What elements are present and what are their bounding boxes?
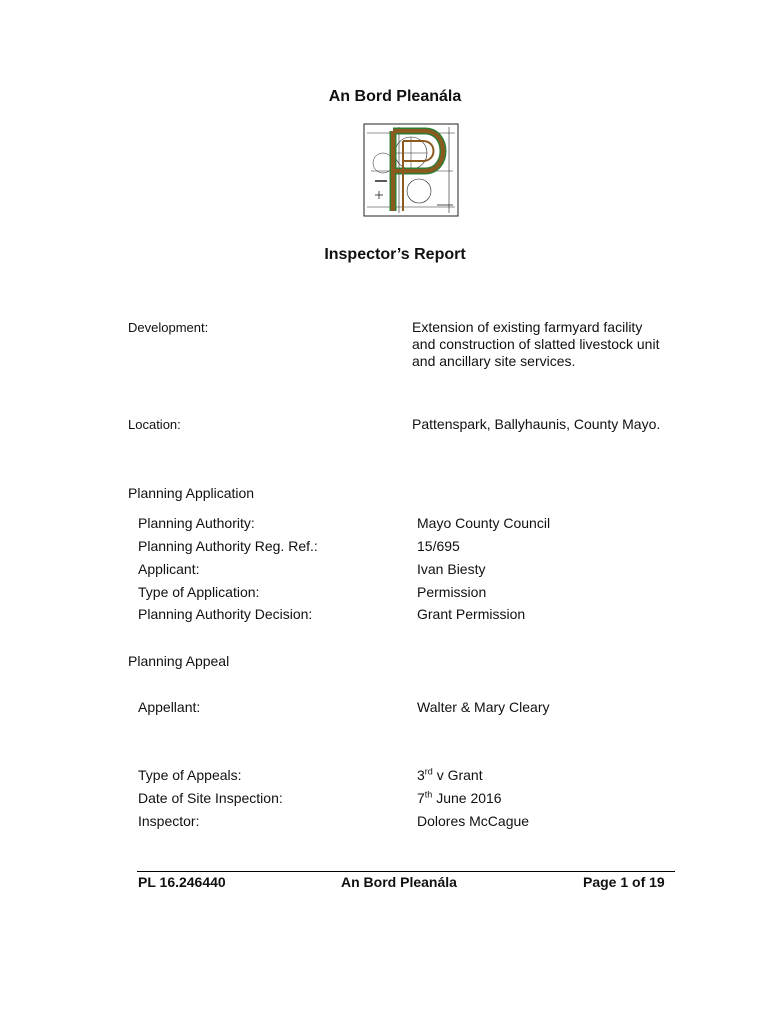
planning-application-heading: Planning Application <box>128 485 255 501</box>
planning-appeal-heading: Planning Appeal <box>128 653 230 669</box>
inspection-date-value: 7th June 2016 <box>417 789 502 806</box>
footer-organisation: An Bord Pleanála <box>341 874 457 890</box>
footer-divider <box>137 871 675 872</box>
reg-ref-value: 15/695 <box>417 538 460 554</box>
appellant-value: Walter & Mary Cleary <box>417 699 550 715</box>
planning-authority-value: Mayo County Council <box>417 515 551 531</box>
footer-reference: PL 16.246440 <box>138 874 226 890</box>
reg-ref-label: Planning Authority Reg. Ref.: <box>138 538 318 554</box>
applicant-value: Ivan Biesty <box>417 561 486 577</box>
appeal-type-value: 3rd v Grant <box>417 766 483 783</box>
application-type-value: Permission <box>417 584 487 600</box>
location-value: Pattenspark, Ballyhaunis, County Mayo. <box>412 416 661 432</box>
applicant-label: Applicant: <box>138 561 200 577</box>
planning-authority-label: Planning Authority: <box>138 515 255 531</box>
inspection-date-label: Date of Site Inspection: <box>138 790 283 806</box>
organisation-title: An Bord Pleanála <box>328 88 462 105</box>
decision-label: Planning Authority Decision: <box>138 606 313 622</box>
footer-page-number: Page 1 of 19 <box>583 874 665 890</box>
inspector-label: Inspector: <box>138 813 200 829</box>
appeal-type-label: Type of Appeals: <box>138 767 242 783</box>
development-label: Development: <box>128 320 209 335</box>
an-bord-pleanala-logo <box>363 123 459 217</box>
report-title: Inspector’s Report <box>324 246 466 263</box>
development-value: Extension of existing farmyard facility and construction of slatted livestock unit and ancillary site services. <box>412 319 660 369</box>
application-type-label: Type of Application: <box>138 584 260 600</box>
inspector-value: Dolores McCague <box>417 813 530 829</box>
decision-value: Grant Permission <box>417 606 526 622</box>
appellant-label: Appellant: <box>138 699 201 715</box>
location-label: Location: <box>128 417 181 432</box>
